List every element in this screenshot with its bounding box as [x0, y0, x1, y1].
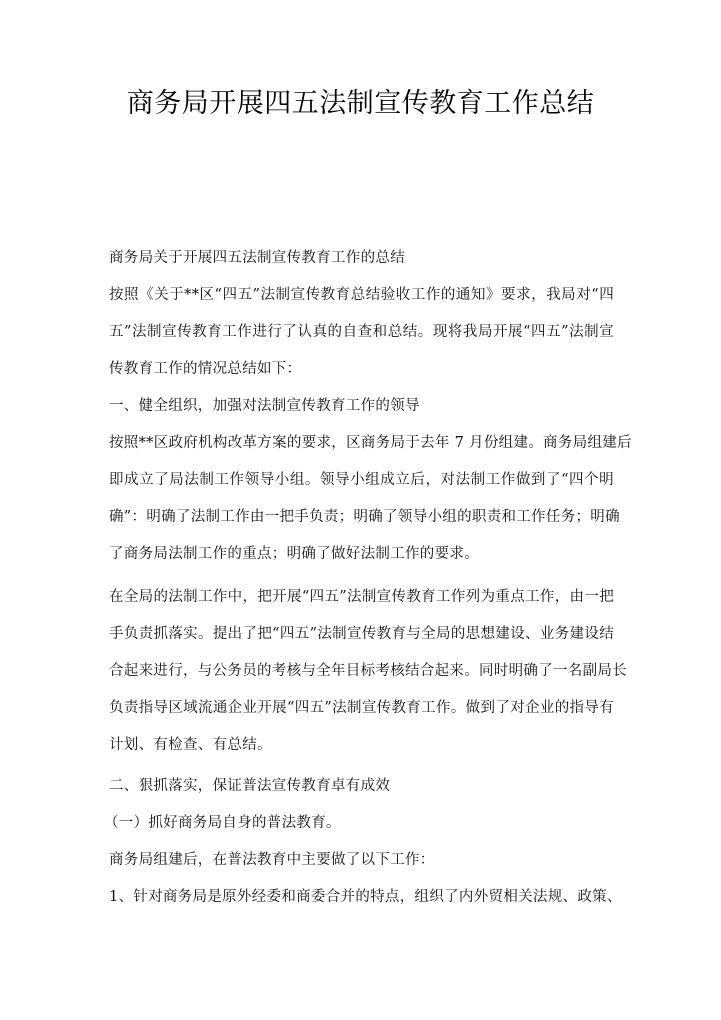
section-heading-2: 二、狠抓落实，保证普法宣传教育卓有成效 — [109, 778, 391, 794]
paragraph-line: 计划、有检查、有总结。 — [109, 737, 272, 753]
section-heading-1: 一、健全组织，加强对法制宣传教育工作的领导 — [109, 398, 420, 414]
paragraph-line: 负责指导区域流通企业开展“四五”法制宣传教育工作。做到了对企业的指导有 — [109, 700, 614, 716]
paragraph-line: 按照**区政府机构改革方案的要求，区商务局于去年 7 月份组建。商务局组建后 — [109, 435, 632, 451]
paragraph-line: 手负责抓落实。提出了把“四五”法制宣传教育与全局的思想建设、业务建设结 — [109, 626, 614, 642]
paragraph-line: 五”法制宣传教育工作进行了认真的自查和总结。现将我局开展“四五”法制宣 — [109, 324, 614, 340]
paragraph-line: 按照《关于**区“四五”法制宣传教育总结验收工作的通知》要求，我局对“四 — [109, 287, 614, 303]
doc-subtitle: 商务局关于开展四五法制宣传教育工作的总结 — [109, 250, 405, 266]
paragraph-line: 确”：明确了法制工作由一把手负责；明确了领导小组的职责和工作任务；明确 — [109, 509, 620, 525]
paragraph-line: 传教育工作的情况总结如下： — [109, 361, 302, 377]
paragraph-line: 1、针对商务局是原外经委和商委合并的特点，组织了内外贸相关法规、政策、 — [109, 889, 622, 905]
paragraph-line: 即成立了局法制工作领导小组。领导小组成立后，对法制工作做到了“四个明 — [109, 472, 614, 488]
paragraph-line: 了商务局法制工作的重点；明确了做好法制工作的要求。 — [109, 546, 479, 562]
paragraph-line: 商务局组建后，在普法教育中主要做了以下工作： — [109, 852, 435, 868]
paragraph-line: 在全局的法制工作中，把开展“四五”法制宣传教育工作列为重点工作，由一把 — [109, 589, 614, 605]
subsection-heading: （一）抓好商务局自身的普法教育。 — [104, 815, 341, 831]
document-title: 商务局开展四五法制宣传教育工作总结 — [126, 88, 595, 119]
paragraph-line: 合起来进行，与公务员的考核与全年目标考核结合起来。同时明确了一名副局长 — [109, 663, 627, 679]
